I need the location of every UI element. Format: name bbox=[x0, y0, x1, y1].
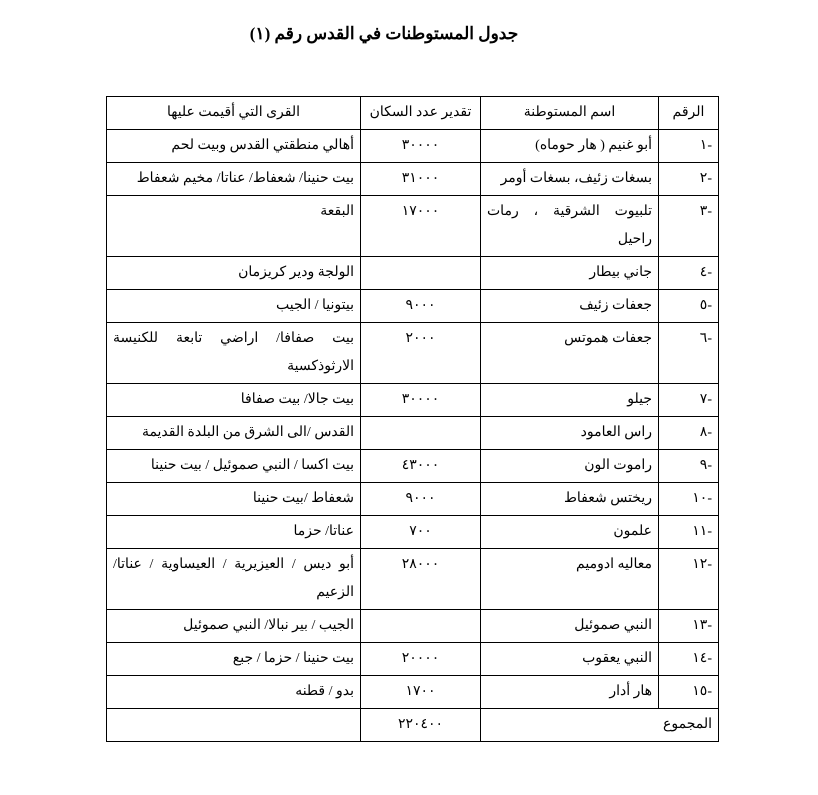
table-body bbox=[107, 130, 719, 709]
table-row bbox=[107, 130, 719, 163]
settlement-name: هار أدار bbox=[481, 676, 659, 709]
total-row bbox=[107, 709, 719, 742]
table-row bbox=[107, 257, 719, 290]
villages-list: أبو ديس / العيزيرية / العيساوية / عناتا/ الزعيم bbox=[107, 549, 361, 610]
total-label: المجموع bbox=[481, 709, 719, 742]
settlements-table bbox=[106, 96, 719, 742]
villages-list: بيت حنينا / حزما / جبع bbox=[107, 643, 361, 676]
villages-list: بيت صفافا/ اراضي تابعة للكنيسة الارثوذكسية bbox=[107, 323, 361, 384]
villages-list: عناتا/ حزما bbox=[107, 516, 361, 549]
row-number: -٤ bbox=[659, 257, 719, 290]
row-number: -٩ bbox=[659, 450, 719, 483]
population-estimate: ٣٠٠٠٠ bbox=[361, 130, 481, 163]
row-number: -٦ bbox=[659, 323, 719, 384]
population-estimate: ١٧٠٠ bbox=[361, 676, 481, 709]
row-number: -٢ bbox=[659, 163, 719, 196]
row-number: -٧ bbox=[659, 384, 719, 417]
settlement-name: راس العامود bbox=[481, 417, 659, 450]
population-estimate: ٢٠٠٠٠ bbox=[361, 643, 481, 676]
villages-list: بيتونيا / الجيب bbox=[107, 290, 361, 323]
settlement-name: أبو غنيم ( هار حوماه) bbox=[481, 130, 659, 163]
row-number: -٣ bbox=[659, 196, 719, 257]
row-number: -٨ bbox=[659, 417, 719, 450]
table-row bbox=[107, 163, 719, 196]
header-number: الرقم bbox=[659, 97, 719, 130]
population-estimate: ٢٨٠٠٠ bbox=[361, 549, 481, 610]
settlement-name: معاليه ادوميم bbox=[481, 549, 659, 610]
header-villages: القرى التي أقيمت عليها bbox=[107, 97, 361, 130]
table-row bbox=[107, 676, 719, 709]
villages-list: البقعة bbox=[107, 196, 361, 257]
table-row bbox=[107, 483, 719, 516]
table-row bbox=[107, 643, 719, 676]
villages-list: بدو / قطنه bbox=[107, 676, 361, 709]
villages-list: بيت جالا/ بيت صفافا bbox=[107, 384, 361, 417]
population-estimate: ١٧٠٠٠ bbox=[361, 196, 481, 257]
settlement-name: تلبيوت الشرقية ، رمات راحيل bbox=[481, 196, 659, 257]
settlement-name: جعفات زئيف bbox=[481, 290, 659, 323]
table-row bbox=[107, 290, 719, 323]
settlement-name: جيلو bbox=[481, 384, 659, 417]
row-number: -١٤ bbox=[659, 643, 719, 676]
table-row bbox=[107, 610, 719, 643]
villages-list: الجيب / بير نبالا/ النبي صموئيل bbox=[107, 610, 361, 643]
population-estimate: ٩٠٠٠ bbox=[361, 483, 481, 516]
settlement-name: النبي صموئيل bbox=[481, 610, 659, 643]
villages-list: أهالي منطقتي القدس وبيت لحم bbox=[107, 130, 361, 163]
villages-list: القدس /الى الشرق من البلدة القديمة bbox=[107, 417, 361, 450]
row-number: -١١ bbox=[659, 516, 719, 549]
table-header-row bbox=[107, 97, 719, 130]
population-estimate: ٧٠٠ bbox=[361, 516, 481, 549]
population-estimate: ٩٠٠٠ bbox=[361, 290, 481, 323]
settlement-name: راموت الون bbox=[481, 450, 659, 483]
row-number: -١ bbox=[659, 130, 719, 163]
row-number: -١٢ bbox=[659, 549, 719, 610]
row-number: -١٥ bbox=[659, 676, 719, 709]
header-population: تقدير عدد السكان bbox=[361, 97, 481, 130]
settlement-name: علمون bbox=[481, 516, 659, 549]
settlement-name: بسغات زئيف، بسغات أومر bbox=[481, 163, 659, 196]
villages-list: شعفاط /بيت حنينا bbox=[107, 483, 361, 516]
table-row bbox=[107, 384, 719, 417]
settlement-name: النبي يعقوب bbox=[481, 643, 659, 676]
row-number: -٥ bbox=[659, 290, 719, 323]
villages-list: بيت حنينا/ شعفاط/ عناتا/ مخيم شعفاط bbox=[107, 163, 361, 196]
table-row bbox=[107, 450, 719, 483]
document-title: جدول المستوطنات في القدس رقم (١) bbox=[249, 24, 519, 43]
settlement-name: جاني بيطار bbox=[481, 257, 659, 290]
population-estimate: ٤٣٠٠٠ bbox=[361, 450, 481, 483]
villages-list: بيت اكسا / النبي صموئيل / بيت حنينا bbox=[107, 450, 361, 483]
header-settlement-name: اسم المستوطنة bbox=[481, 97, 659, 130]
table-row bbox=[107, 323, 719, 384]
settlement-name: جعفات هموتس bbox=[481, 323, 659, 384]
total-value: ٢٢٠٤٠٠ bbox=[361, 709, 481, 742]
population-estimate bbox=[361, 610, 481, 643]
villages-list: الولجة ودير كريزمان bbox=[107, 257, 361, 290]
row-number: -١٠ bbox=[659, 483, 719, 516]
table-row bbox=[107, 417, 719, 450]
row-number: -١٣ bbox=[659, 610, 719, 643]
table-row bbox=[107, 196, 719, 257]
total-empty-cell bbox=[107, 709, 361, 742]
settlement-name: ريختس شعفاط bbox=[481, 483, 659, 516]
population-estimate: ٢٠٠٠ bbox=[361, 323, 481, 384]
population-estimate bbox=[361, 257, 481, 290]
table-row bbox=[107, 549, 719, 610]
population-estimate: ٣٠٠٠٠ bbox=[361, 384, 481, 417]
population-estimate bbox=[361, 417, 481, 450]
table-row bbox=[107, 516, 719, 549]
population-estimate: ٣١٠٠٠ bbox=[361, 163, 481, 196]
